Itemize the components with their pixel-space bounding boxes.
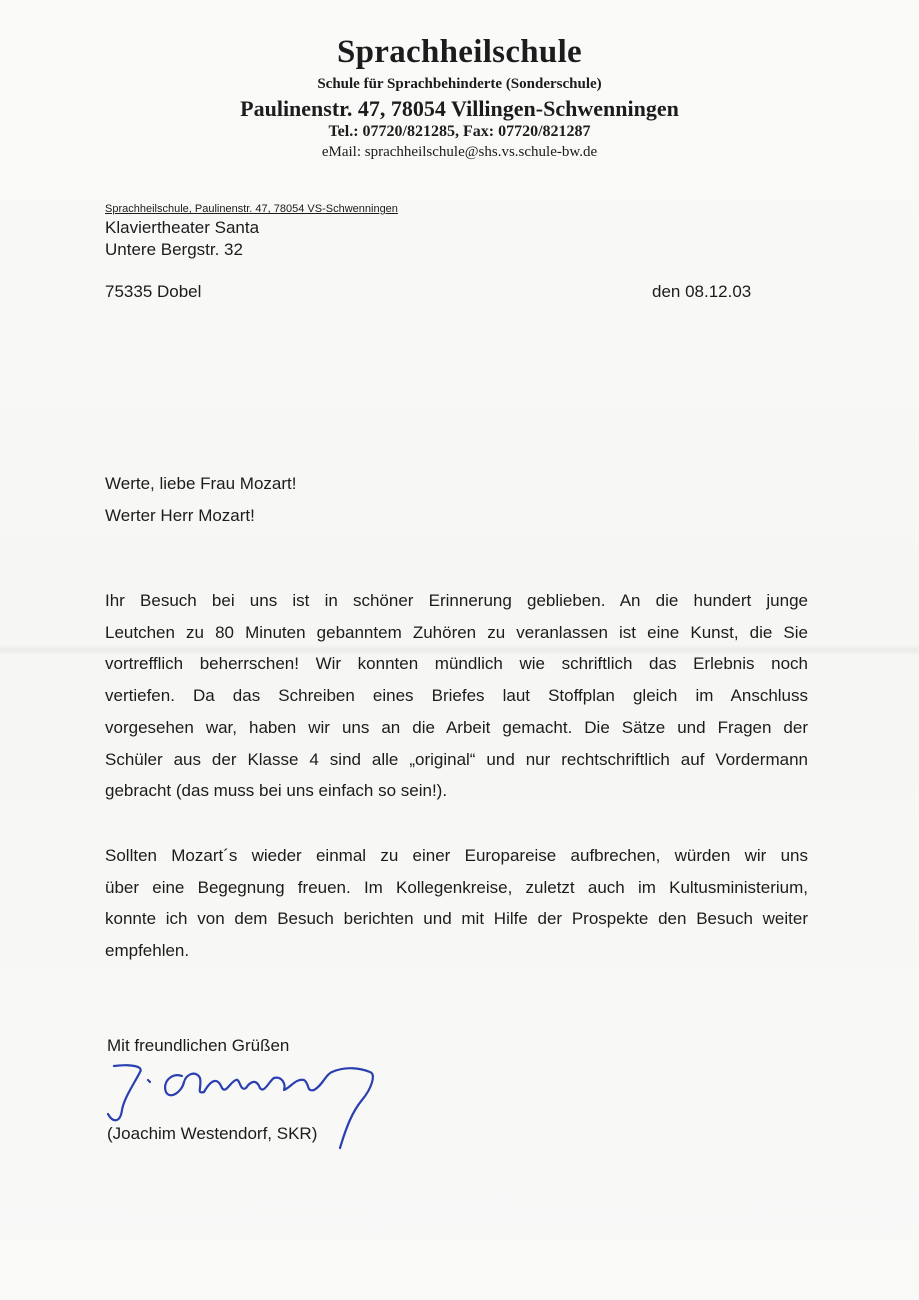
paragraph-line: empfehlen. xyxy=(105,941,190,961)
paragraph-line: vortrefflich beherrschen! Wir konnten mündlich wie schriftlich das Erlebnis noch xyxy=(105,654,808,674)
paragraph-line: Sollten Mozart´s wieder einmal zu einer Europareise aufbrechen, würden wir uns xyxy=(105,846,808,865)
paragraph-line: Ihr Besuch bei uns ist in schöner Erinnerung geblieben. An die hundert junge xyxy=(105,591,808,610)
salutation-line-1: Werte, liebe Frau Mozart! xyxy=(105,474,297,493)
recipient-street: Untere Bergstr. 32 xyxy=(105,240,243,259)
recipient-city: 75335 Dobel xyxy=(105,282,202,301)
closing-phrase: Mit freundlichen Grüßen xyxy=(107,1036,290,1055)
school-phone-fax: Tel.: 07720/821285, Fax: 07720/821287 xyxy=(328,123,591,140)
school-email: eMail: sprachheilschule@shs.vs.schule-bw.de xyxy=(321,144,598,160)
paragraph-line: Schüler aus der Klasse 4 sind alle „original“ und nur rechtschriftlich auf Vordermann xyxy=(105,749,808,769)
letter-date: den 08.12.03 xyxy=(652,282,752,301)
sender-return-address: Sprachheilschule, Paulinenstr. 47, 78054 VS-Schwenningen xyxy=(105,203,398,215)
paragraph-line: über eine Begegnung freuen. Im Kollegenkreise, zuletzt auch im Kultusministerium, xyxy=(105,877,808,897)
body-paragraph-2 xyxy=(105,840,808,967)
paragraph-line: konnte ich von dem Besuch berichten und mit Hilfe der Prospekte den Besuch weiter xyxy=(105,909,808,929)
school-address: Paulinenstr. 47, 78054 Villingen-Schwenningen xyxy=(240,96,679,121)
signatory-name: (Joachim Westendorf, SKR) xyxy=(107,1124,318,1143)
paragraph-line: vertiefen. Da das Schreiben eines Briefes laut Stoffplan gleich im Anschluss xyxy=(105,686,808,706)
recipient-name: Klaviertheater Santa xyxy=(105,218,260,237)
paragraph-line: vorgesehen war, haben wir uns an die Arbeit gemacht. Die Sätze und Fragen der xyxy=(105,717,808,737)
school-subtitle: Schule für Sprachbehinderte (Sonderschule) xyxy=(317,76,602,92)
body-paragraph-1 xyxy=(105,585,808,807)
salutation-line-2: Werter Herr Mozart! xyxy=(105,506,255,525)
school-name: Sprachheilschule xyxy=(336,34,582,70)
paragraph-line: gebracht (das muss bei uns einfach so sein!). xyxy=(105,781,448,801)
paragraph-line: Leutchen zu 80 Minuten gebanntem Zuhören zu veranlassen ist eine Kunst, die Sie xyxy=(105,622,808,642)
